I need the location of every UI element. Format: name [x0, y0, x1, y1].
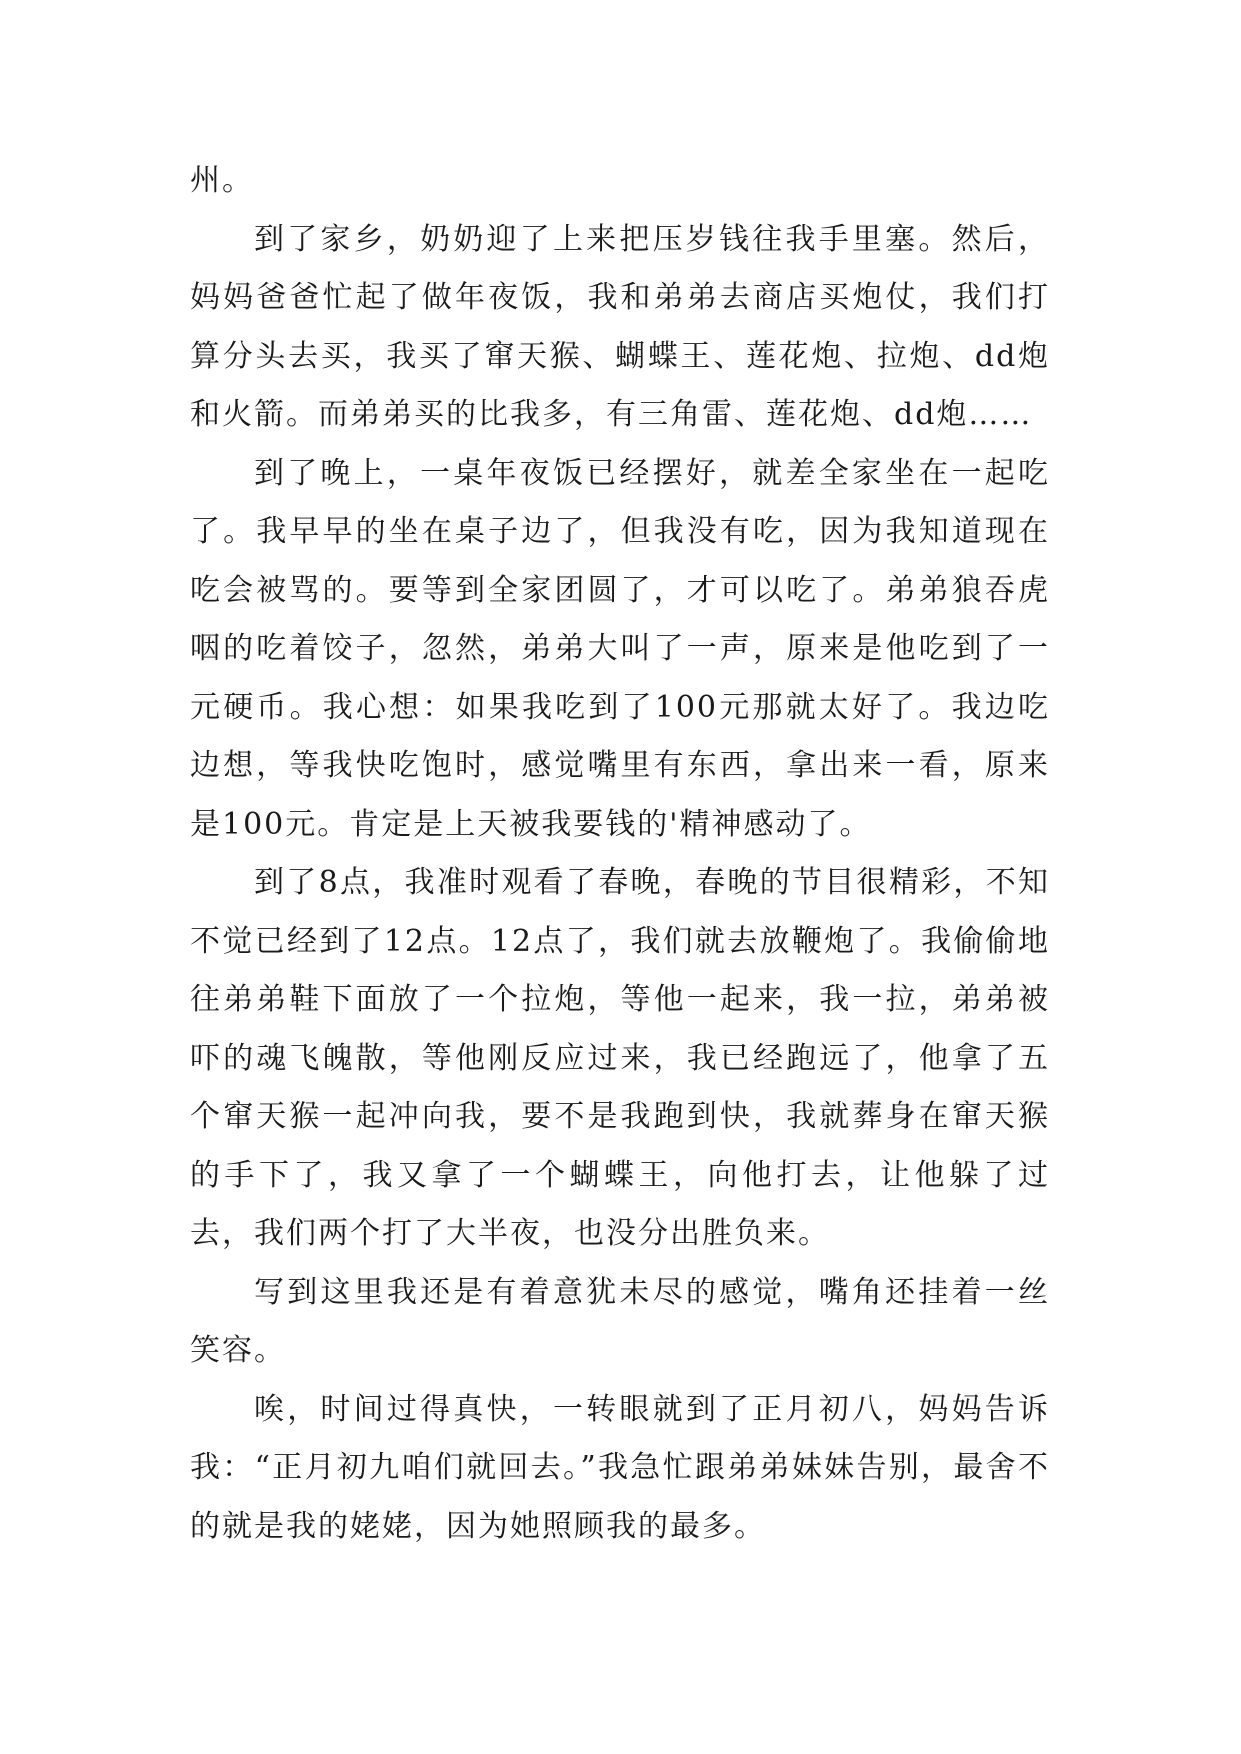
paragraph-new-year-dinner: 到了晚上，一桌年夜饭已经摆好，就差全家坐在一起吃了。我早早的坐在桌子边了，但我没有吃，因为我知道现在吃会被骂的。要等到全家团圆了，才可以吃了。弟弟狼吞虎咽的吃着饺子，忽然，弟弟大叫了一声，原来是他吃到了一元硬币。我心想：如果我吃到了100元那就太好了。我边吃边想，等我快吃饱时，感觉嘴里有东西，拿出来一看，原来是100元。肯定是上天被我要钱的'精神感动了。	[190, 455, 1050, 842]
paragraph-arrival-hometown: 到了家乡，奶奶迎了上来把压岁钱往我手里塞。然后，妈妈爸爸忙起了做年夜饭，我和弟弟去商店买炮仗，我们打算分头去买，我买了窜天猴、蝴蝶王、莲花炮、拉炮、dd炮和火箭。而弟弟买的比我多，有三角雷、莲花炮、dd炮……	[190, 221, 1050, 432]
paragraph-reflection: 写到这里我还是有着意犹未尽的感觉，嘴角还挂着一丝笑容。	[190, 1274, 1050, 1368]
document-body	[190, 152, 1050, 1556]
paragraph-farewell: 唉，时间过得真快，一转眼就到了正月初八，妈妈告诉我：“正月初九咱们就回去。”我急忙跟弟弟妹妹告别，最舍不的就是我的姥姥，因为她照顾我的最多。	[190, 1391, 1050, 1544]
paragraph-firecrackers: 到了8点，我准时观看了春晚，春晚的节目很精彩，不知不觉已经到了12点。12点了，我们就去放鞭炮了。我偷偷地往弟弟鞋下面放了一个拉炮，等他一起来，我一拉，弟弟被吓的魂飞魄散，等他刚反应过来，我已经跑远了，他拿了五个窜天猴一起冲向我，要不是我跑到快，我就葬身在窜天猴的手下了，我又拿了一个蝴蝶王，向他打去，让他躲了过去，我们两个打了大半夜，也没分出胜负来。	[190, 865, 1050, 1251]
paragraph-continuation: 州。	[190, 163, 254, 198]
